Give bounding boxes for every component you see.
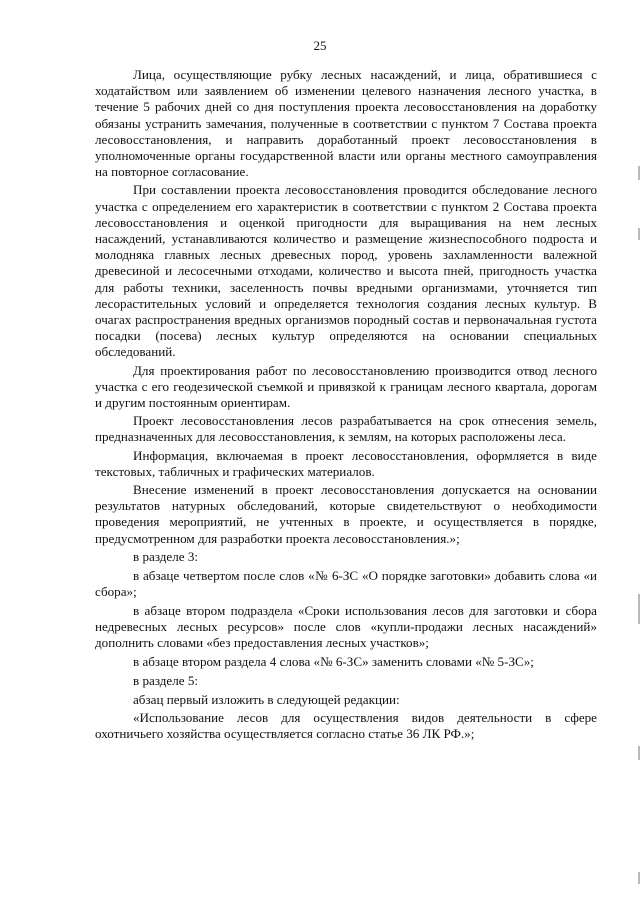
amendment-item: «Использование лесов для осуществления видов деятельности в сфере охотничьего хозяйства осуществляется согласно статье 36 ЛК РФ.»;: [95, 710, 597, 742]
page-number: 25: [313, 38, 327, 53]
amendment-item: в разделе 3:: [133, 549, 199, 565]
paragraph: Для проектирования работ по лесовосстановлению производится отвод лесного участка с его геодезической съемкой и привязкой к границам лесного квартала, дорогам и другим постоянным ориентирам.: [95, 362, 597, 411]
paragraph: Лица, осуществляющие рубку лесных насаждений, и лица, обратившиеся с ходатайством или заявлением об изменении целевого назначения лесного участка, в течение 5 рабочих дней со дня поступления проекта лесовосстановления на доработку обязаны устранить замечания, полученные в соответствии с пунктом 7 Состава проекта лесовосстановления, и направить доработанный проект лесовосстановления в уполномоченные органы государственной власти или органы местного самоуправления на повторное согласование.: [95, 67, 597, 180]
paragraph: Внесение изменений в проект лесовосстановления допускается на основании результатов натурных обследований, которые свидетельствуют о необходимости проведения мероприятий, не учтенных в проекте, и осуществляется в порядке, предусмотренном для разработки проекта лесовосстановления.»;: [95, 482, 597, 546]
paragraph: Информация, включаемая в проект лесовосстановления, оформляется в виде текстовых, табличных и графических материалов.: [95, 447, 597, 479]
paragraph: При составлении проекта лесовосстановления проводится обследование лесного участка с определением его характеристик в соответствии с пунктом 2 Состава проекта лесовосстановления и оценкой пригодности для выращивания на нем лесных насаждений, устанавливаются количество и размещение жизнеспособного подроста и молодняка главных лесных древесных пород, уровень захламленности валежной древесиной и лесосечными отходами, количество и высота пней, пригодность участка для работы техники, заселенность почвы вредными организмами, уточняется тип лесорастительных условий и определяется технология создания лесных культур. В очагах распространения вредных организмов породный состав и первоначальная густота посадки (посева) лесных культур определяются на основании специальных обследований.: [95, 182, 597, 360]
amendment-item: в разделе 5:: [133, 672, 199, 688]
amendment-item: абзац первый изложить в следующей редакции:: [133, 691, 400, 707]
amendment-item: в абзаце четвертом после слов «№ 6-ЗС «О порядке заготовки» добавить слова «и сбора»;: [95, 568, 597, 600]
document-body: [95, 67, 597, 743]
amendment-item: в абзаце втором подраздела «Сроки использования лесов для заготовки и сбора недревесных лесных ресурсов» после слов «купли-продажи лесных насаждений» дополнить словами «без предоставления лесных участков»;: [95, 603, 597, 651]
paragraph: Проект лесовосстановления лесов разрабатывается на срок отнесения земель, предназначенных для лесовосстановления, к землям, на которых расположены леса.: [95, 413, 597, 445]
amendment-item: в абзаце втором раздела 4 слова «№ 6-ЗС» заменить словами «№ 5-ЗС»;: [133, 654, 534, 670]
